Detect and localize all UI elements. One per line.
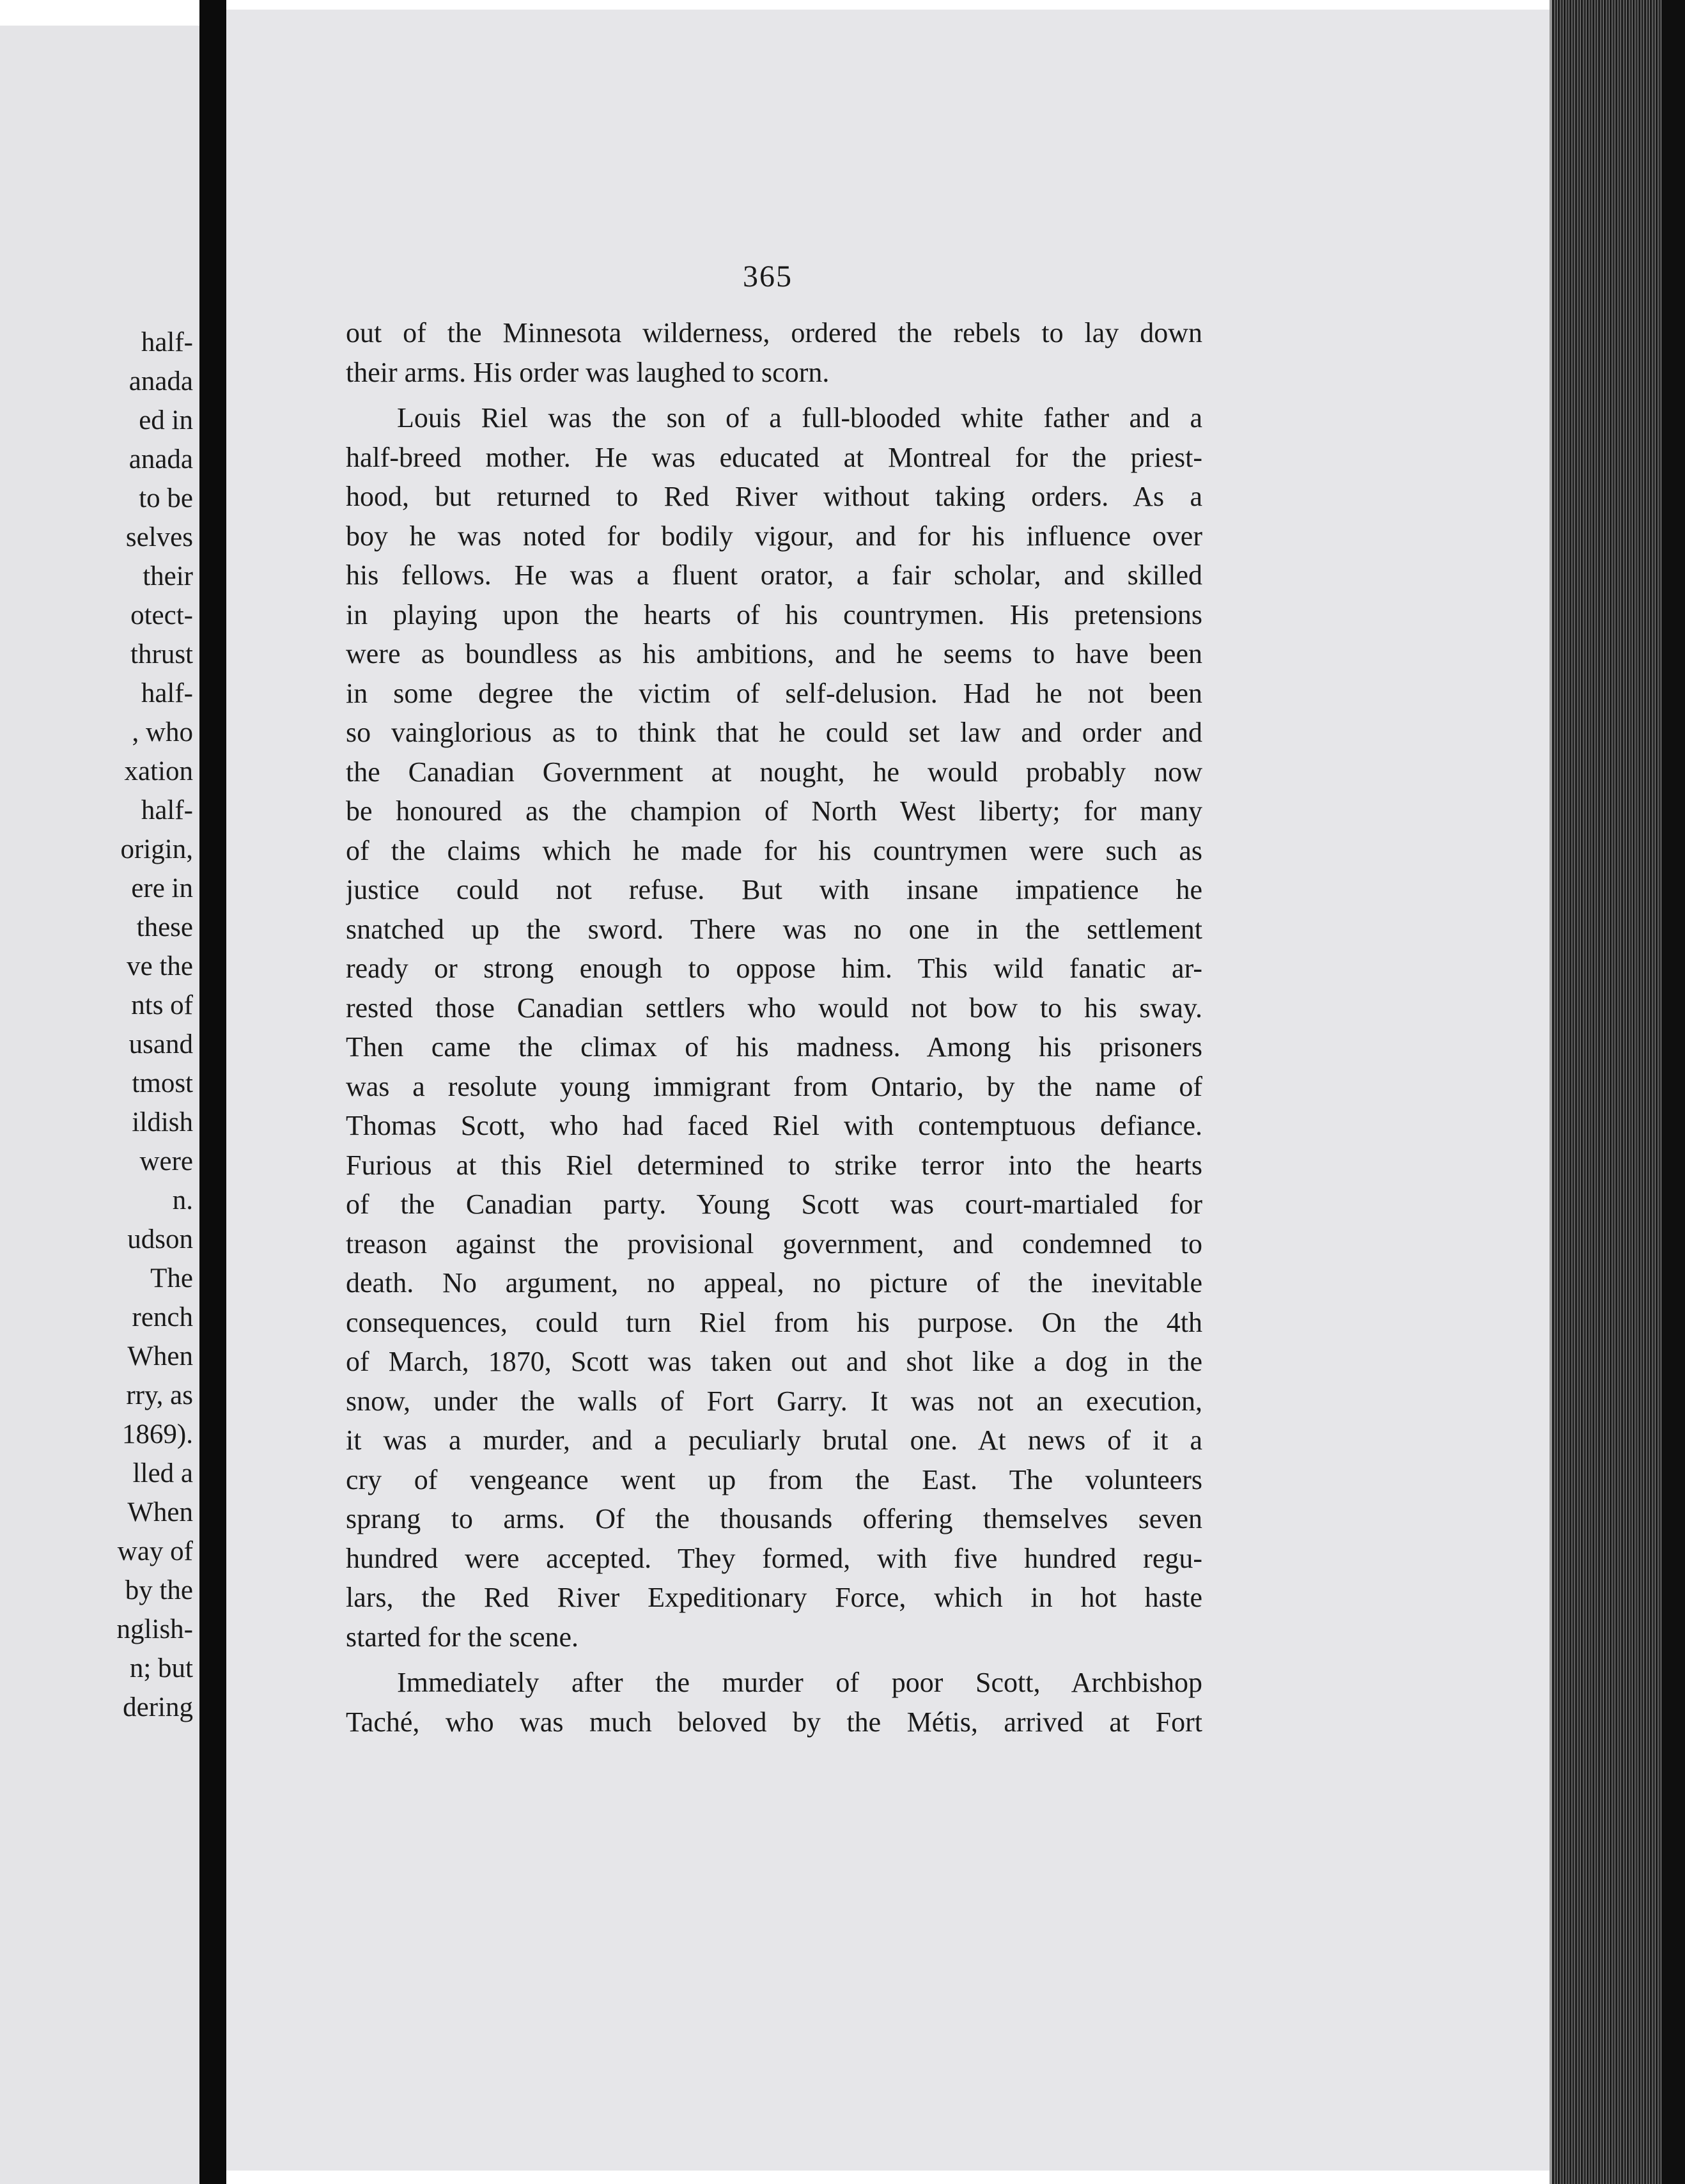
left-page-line: ed in [139, 405, 193, 435]
text-line: Immediately after the murder of poor Scott, Archbishop [397, 1667, 1202, 1698]
left-page-line: way of [117, 1536, 193, 1566]
text-line: Thomas Scott, who had faced Riel with contemptuous defiance. [346, 1110, 1202, 1141]
paragraph [346, 1663, 1202, 1742]
left-page-line: nts of [131, 990, 193, 1020]
text-line: consequences, could turn Riel from his purpose. On the 4th [346, 1306, 1202, 1338]
left-page-line: otect- [130, 600, 193, 630]
text-line: the Canadian Government at nought, he would probably now [346, 756, 1202, 788]
text-line: were as boundless as his ambitions, and he seems to have been [346, 638, 1202, 669]
left-page-line: tmost [132, 1068, 193, 1098]
paragraph [346, 313, 1202, 392]
book-cover-edge [1662, 0, 1685, 2184]
left-page-line: origin, [120, 834, 193, 864]
left-page-line: selves [125, 522, 193, 552]
text-line: death. No argument, no appeal, no picture of the inevitable [346, 1267, 1202, 1299]
left-page-line: by the [125, 1575, 193, 1605]
text-line: treason against the provisional government, and condemned to [346, 1228, 1202, 1260]
left-page-line: lled a [132, 1458, 193, 1488]
text-line: boy he was noted for bodily vigour, and for his influence over [346, 520, 1202, 552]
left-page-line: ere in [131, 873, 193, 903]
paragraph [346, 398, 1202, 1657]
text-line: ready or strong enough to oppose him. This wild fanatic ar- [346, 953, 1202, 984]
left-page-line: , who [132, 717, 193, 747]
text-line: out of the Minnesota wilderness, ordered the rebels to lay down [346, 317, 1202, 348]
left-page-line: When [127, 1341, 193, 1371]
left-page-line: ildish [132, 1107, 193, 1137]
page-number: 365 [743, 260, 793, 293]
left-page-line: udson [127, 1224, 193, 1254]
left-page-line: rench [132, 1302, 193, 1332]
text-line: started for the scene. [346, 1621, 579, 1653]
text-line: Taché, who was much beloved by the Métis, arrived at Fort [346, 1706, 1202, 1738]
text-line: cry of vengeance went up from the East. The volunteers [346, 1463, 1202, 1495]
left-page-line: these [136, 912, 193, 942]
left-page-line: nglish- [116, 1614, 193, 1644]
text-line: sprang to arms. Of the thousands offering themselves seven [346, 1503, 1202, 1534]
text-line: Then came the climax of his madness. Among his prisoners [346, 1031, 1202, 1063]
text-line: so vainglorious as to think that he could set law and order and [346, 717, 1202, 748]
text-line: snatched up the sword. There was no one in the settlement [346, 913, 1202, 945]
left-page-line: their [143, 561, 193, 591]
text-line: it was a murder, and a peculiarly brutal one. At news of it a [346, 1424, 1202, 1456]
text-line: was a resolute young immigrant from Ontario, by the name of [346, 1070, 1202, 1102]
left-page-line: dering [123, 1692, 193, 1722]
left-page-line: usand [128, 1029, 193, 1059]
text-line: Louis Riel was the son of a full-blooded white father and a [397, 402, 1202, 433]
left-page-line: half- [141, 795, 193, 825]
left-page-line: thrust [130, 639, 193, 669]
left-page-line: xation [124, 756, 193, 786]
page-body-text [346, 313, 1202, 1742]
text-line: hundred were accepted. They formed, with five hundred regu- [346, 1542, 1202, 1574]
left-page-line: rry, as [126, 1380, 193, 1410]
text-line: justice could not refuse. But with insane impatience he [346, 874, 1202, 905]
text-line: in playing upon the hearts of his countrymen. His pretensions [346, 598, 1202, 630]
left-page-line: When [127, 1497, 193, 1527]
left-page-line: n; but [129, 1653, 193, 1683]
left-page-line: ve the [127, 951, 193, 981]
left-page-line: half- [141, 327, 193, 357]
left-page-line: 1869). [121, 1419, 193, 1449]
paragraph-gap [346, 1657, 1202, 1663]
left-page-line: half- [141, 678, 193, 708]
left-facing-page [0, 26, 203, 2184]
left-page-line: n. [172, 1185, 193, 1215]
text-line: of the claims which he made for his countrymen were such as [346, 834, 1202, 866]
text-line: their arms. His order was laughed to scorn. [346, 356, 830, 388]
text-line: rested those Canadian settlers who would not bow to his sway. [346, 992, 1202, 1024]
left-page-line: anada [128, 444, 193, 474]
text-line: snow, under the walls of Fort Garry. It was not an execution, [346, 1385, 1202, 1417]
text-line: be honoured as the champion of North West liberty; for many [346, 795, 1202, 827]
text-line: of March, 1870, Scott was taken out and shot like a dog in the [346, 1346, 1202, 1377]
left-page-line: were [139, 1146, 193, 1176]
text-line: half-breed mother. He was educated at Montreal for the priest- [346, 441, 1202, 473]
left-page-line: The [150, 1263, 193, 1293]
text-line: hood, but returned to Red River without taking orders. As a [346, 481, 1202, 512]
text-line: in some degree the victim of self-delusion. Had he not been [346, 677, 1202, 709]
left-page-line: to be [139, 483, 193, 513]
text-line: of the Canadian party. Young Scott was court-martialed for [346, 1189, 1202, 1220]
text-line: his fellows. He was a fluent orator, a fair scholar, and skilled [346, 559, 1202, 591]
text-line: Furious at this Riel determined to strike terror into the hearts [346, 1149, 1202, 1181]
book-gutter [199, 0, 226, 2184]
left-page-line: anada [128, 366, 193, 396]
text-line: lars, the Red River Expeditionary Force, which in hot haste [346, 1582, 1202, 1613]
paragraph-gap [346, 392, 1202, 398]
